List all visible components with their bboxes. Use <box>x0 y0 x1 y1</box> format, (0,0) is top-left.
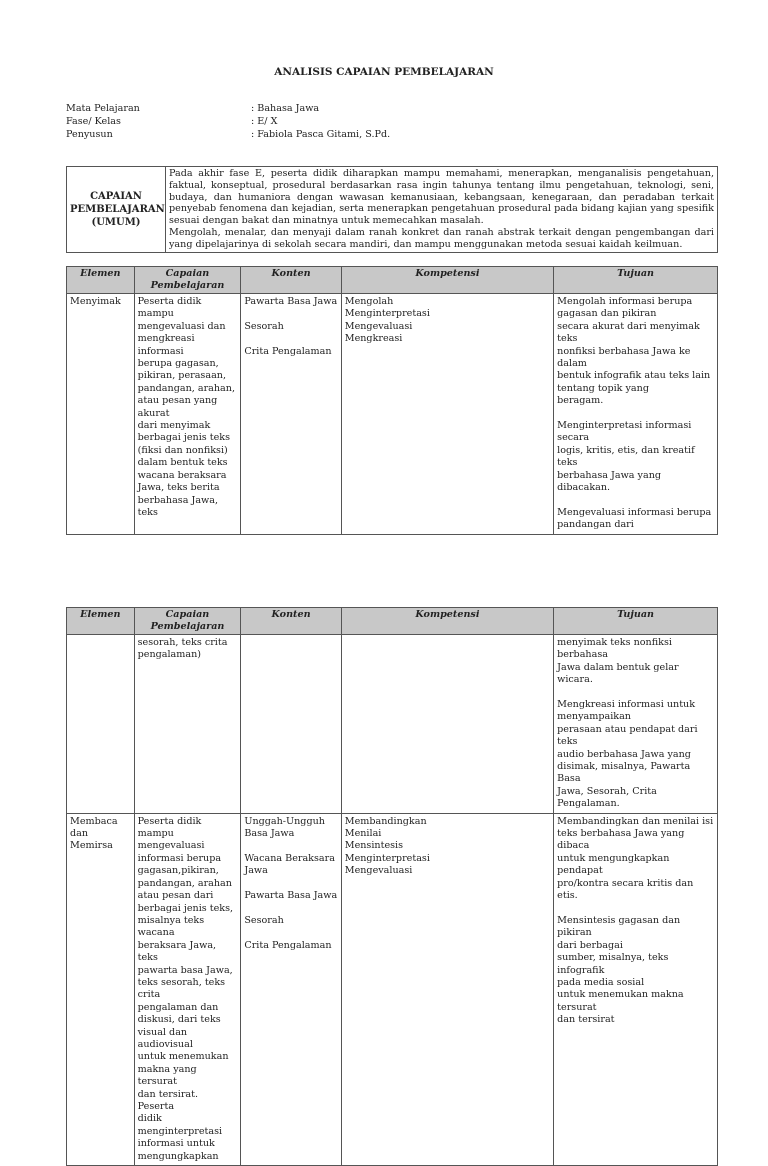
cell-line: pandangan, arahan, <box>137 382 235 394</box>
cell-line: pro/kontra secara kritis dan etis. <box>557 877 694 902</box>
cell-line: Jawa, Sesorah, Crita Pengalaman. <box>557 785 657 810</box>
cell-line: Mengkreasi informasi untuk <box>557 699 696 711</box>
cell-line: audio berbahasa Jawa yang <box>557 748 691 760</box>
label-line: (UMUM) <box>91 216 141 228</box>
cell-tujuan <box>554 294 718 535</box>
cell-line: berbagai jenis teks, <box>137 902 234 914</box>
cell-line: Sesorah <box>244 914 284 926</box>
cell-line: (fiksi dan nonfiksi) <box>137 444 228 456</box>
cell-line <box>557 903 714 915</box>
cell-line: mengungkapkan <box>137 1150 219 1162</box>
cell-line: Membandingkan <box>344 815 427 827</box>
cell-line: makna yang tersurat <box>137 1063 197 1088</box>
header-kompetensi: Kompetensi <box>341 267 553 294</box>
cell-line: atau pesan yang akurat <box>137 395 218 419</box>
cell-konten <box>241 294 341 535</box>
cell-kompetensi <box>341 635 553 814</box>
cell-line: pada media sosial <box>557 976 645 988</box>
cell-line: Memirsa <box>70 840 113 852</box>
cell-line: menyimak teks nonfiksi berbahasa <box>557 637 672 661</box>
cell-line: nonfiksi berbahasa Jawa ke dalam <box>557 345 691 370</box>
cell-line <box>244 840 337 852</box>
header-line: Pembelajaran <box>150 621 225 632</box>
cell-line: Wacana Beraksara <box>244 852 335 864</box>
meta-value: : Fabiola Pasca Gitami, S.Pd. <box>251 129 391 140</box>
cell-line: Crita Pengalaman <box>244 345 332 357</box>
cell-line: dan <box>70 828 89 840</box>
cell-line: Mensintesis <box>344 840 404 852</box>
cell-line: Menginterpretasi <box>344 308 430 320</box>
cell-line: dalam bentuk teks <box>137 457 228 469</box>
paragraph: Mengolah, menalar, dan menyaji dalam ranah konkret dan ranah abstrak terkait dengan pengembangan dari yang dipelajarinya di sekolah secara mandiri, dan mampu menggunakan metoda sesuai kaidah keilmuan. <box>169 226 714 250</box>
cell-line: Mengkreasi <box>344 333 403 345</box>
cell-line: Unggah-Ungguh <box>244 815 325 827</box>
cell-line: mengevaluasi <box>137 840 205 852</box>
header-kompetensi: Kompetensi <box>341 608 553 635</box>
cell-konten <box>241 813 341 1165</box>
cell-line: atau pesan dari <box>137 890 214 902</box>
analysis-table-2 <box>66 607 718 1166</box>
cell-line: Jawa dalam bentuk gelar wicara. <box>557 661 679 686</box>
cell-capaian <box>134 813 241 1165</box>
cell-line: mengevaluasi dan <box>137 320 226 332</box>
cell-line: Menyimak <box>70 296 121 307</box>
cell-tujuan <box>554 635 718 814</box>
cell-line: tentang topik yang <box>557 382 649 394</box>
cell-line: bentuk infografik atau teks lain <box>557 370 711 382</box>
cell-line <box>244 308 337 320</box>
cell-line: Pawarta Basa Jawa <box>244 296 338 307</box>
cell-line: sumber, misalnya, teks infografik <box>557 952 669 976</box>
cell-line: informasi berupa <box>137 852 222 864</box>
cell-line: Basa Jawa <box>244 828 295 840</box>
cell-line: pawarta basa Jawa, <box>137 964 233 976</box>
cell-line: Pawarta Basa Jawa <box>244 890 338 902</box>
header-line: Capaian <box>165 609 210 620</box>
table-header-row <box>67 608 718 635</box>
header-elemen: Elemen <box>67 267 135 294</box>
cell-line: informasi untuk <box>137 1138 215 1150</box>
cell-line: Mengolah informasi berupa <box>557 296 693 307</box>
meta-value: : E/ X <box>251 116 278 127</box>
cell-line: pikiran, perasaan, <box>137 370 227 382</box>
label-line: CAPAIAN <box>90 190 142 202</box>
cell-line: beraksara Jawa, teks <box>137 939 217 964</box>
cell-line <box>557 494 714 506</box>
cell-line: Menginterpretasi informasi secara <box>557 420 692 444</box>
cell-line: teks berbahasa Jawa yang dibaca <box>557 828 685 852</box>
header-line: Capaian <box>165 268 210 279</box>
label-line: PEMBELAJARAN <box>70 203 165 215</box>
cell-line: Peserta didik mampu <box>137 815 202 840</box>
header-konten: Konten <box>241 608 341 635</box>
cell-line: didik menginterpretasi <box>137 1113 223 1137</box>
cell-line: Menginterpretasi <box>344 852 430 864</box>
header-line: Pembelajaran <box>150 280 225 291</box>
cell-line: Jawa <box>244 865 268 877</box>
cell-line: dan tersirat. Peserta <box>137 1088 199 1113</box>
cell-kompetensi <box>341 294 553 535</box>
cell-line: gagasan,pikiran, <box>137 865 219 877</box>
cell-line: berbahasa Jawa yang dibacakan. <box>557 469 662 494</box>
cell-line: diskusi, dari teks <box>137 1014 221 1026</box>
cell-line: pandangan, arahan <box>137 877 232 889</box>
cell-line: menyampaikan <box>557 711 631 723</box>
cell-line: Jawa, teks berita <box>137 482 220 494</box>
cell-line: pengalaman dan <box>137 1001 219 1013</box>
cell-line: beragam. <box>557 395 604 407</box>
cell-line: pandangan dari <box>557 519 634 531</box>
meta-key: Mata Pelajaran <box>66 103 140 114</box>
meta-key: Penyusun <box>66 129 113 140</box>
cell-line <box>244 878 337 890</box>
capaian-umum-text <box>166 167 718 253</box>
cell-konten <box>241 635 341 814</box>
document-title: ANALISIS CAPAIAN PEMBELAJARAN <box>274 66 494 78</box>
cell-line: mengkreasi informasi <box>137 333 195 357</box>
header-konten: Konten <box>241 267 341 294</box>
meta-value: : Bahasa Jawa <box>251 103 320 114</box>
cell-line: Mengolah <box>344 296 394 307</box>
cell-line: sesorah, teks crita <box>137 637 228 648</box>
cell-elemen <box>67 813 135 1165</box>
cell-tujuan <box>554 813 718 1165</box>
table-row <box>67 813 718 1165</box>
header-elemen: Elemen <box>67 608 135 635</box>
cell-line: Sesorah <box>244 320 284 332</box>
cell-line <box>244 902 337 914</box>
analysis-table-1 <box>66 266 718 535</box>
cell-line: Mengevaluasi <box>344 320 413 332</box>
meta-row <box>66 129 666 142</box>
cell-line: misalnya teks wacana <box>137 914 205 939</box>
cell-elemen <box>67 635 135 814</box>
cell-line: berbagai jenis teks <box>137 432 231 444</box>
cell-line <box>557 408 714 420</box>
paragraph: Pada akhir fase E, peserta didik diharapkan mampu memahami, menerapkan, menganalisis pengetahuan, faktual, konseptual, prosedural berdasarkan rasa ingin tahunya tentang ilmu pengetahuan, teknologi, seni, budaya, dan humaniora dengan wawasan kemanusiaan, kebangsaan, kenegaraan, dan peradaban terkait penyebab fenomena dan kejadian, serta menerapkan pengetahuan prosedural pada bidang kajian yang spesifik sesuai dengan bakat dan minatnya untuk memecahkan masalah. <box>169 168 714 227</box>
cell-line: secara akurat dari menyimak teks <box>557 320 700 345</box>
cell-line: berupa gagasan, <box>137 358 219 370</box>
cell-line: pengalaman) <box>137 649 202 661</box>
cell-line: Mengevaluasi informasi berupa <box>557 506 712 518</box>
meta-row <box>66 103 666 116</box>
header-tujuan: Tujuan <box>554 608 718 635</box>
cell-capaian <box>134 294 241 535</box>
meta-row <box>66 116 666 129</box>
cell-line: Mensintesis gagasan dan pikiran <box>557 914 681 939</box>
cell-line: visual dan audiovisual <box>137 1026 193 1050</box>
capaian-umum-table <box>66 166 718 253</box>
cell-line: Peserta didik mampu <box>137 296 202 320</box>
header-capaian <box>134 267 241 294</box>
header-capaian <box>134 608 241 635</box>
cell-line: teks sesorah, teks crita <box>137 976 226 1001</box>
cell-line: perasaan atau pendapat dari teks <box>557 723 698 748</box>
table-header-row <box>67 267 718 294</box>
header-tujuan: Tujuan <box>554 267 718 294</box>
cell-line: logis, kritis, etis, dan kreatif teks <box>557 444 695 469</box>
capaian-umum-label <box>67 167 166 253</box>
document-meta <box>66 103 666 142</box>
cell-line: berbahasa Jawa, teks <box>137 494 219 518</box>
cell-line: dari berbagai <box>557 939 623 951</box>
cell-line: Crita Pengalaman <box>244 939 332 951</box>
cell-line: untuk menemukan makna tersurat <box>557 989 684 1013</box>
cell-kompetensi <box>341 813 553 1165</box>
cell-line <box>244 333 337 345</box>
cell-line: Membaca <box>70 815 118 827</box>
cell-elemen <box>67 294 135 535</box>
cell-line: wacana beraksara <box>137 469 227 481</box>
cell-line: Menilai <box>344 828 382 840</box>
meta-key: Fase/ Kelas <box>66 116 121 127</box>
table-row <box>67 294 718 535</box>
cell-line: gagasan dan pikiran <box>557 308 657 320</box>
cell-line: dan tersirat <box>557 1014 615 1026</box>
cell-line: dari menyimak <box>137 420 211 432</box>
cell-line: Membandingkan dan menilai isi <box>557 815 714 827</box>
cell-line: untuk menemukan <box>137 1051 229 1063</box>
table-row <box>67 635 718 814</box>
cell-line: Mengevaluasi <box>344 865 413 877</box>
cell-capaian <box>134 635 241 814</box>
cell-line <box>557 687 714 699</box>
cell-line: disimak, misalnya, Pawarta Basa <box>557 761 691 785</box>
cell-line <box>244 927 337 939</box>
cell-line: untuk mengungkapkan pendapat <box>557 852 670 877</box>
